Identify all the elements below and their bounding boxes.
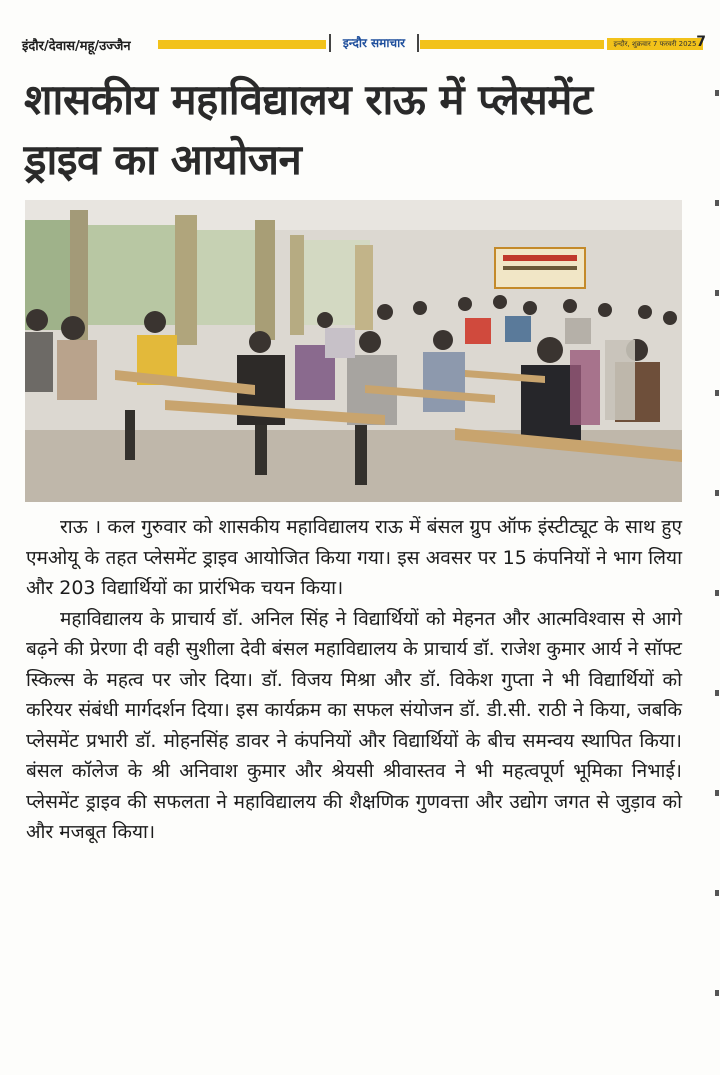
paragraph-1: राऊ । कल गुरुवार को शासकीय महाविद्यालय राऊ में बंसल ग्रुप ऑफ इंस्टीट्यूट के साथ हुए एमओयू के तहत प्लेसमेंट ड्राइव आयोजित किया गया। इस अवसर पर 15 कंपनियों ने भाग लिया और 203 विद्यार्थियों का प्रारंभिक चयन किया। xyxy=(26,516,682,599)
classroom-photo-illustration xyxy=(25,200,682,502)
masthead-rule-left xyxy=(158,40,326,49)
edition-label: इंदौर/देवास/महू/उज्जैन xyxy=(22,39,131,54)
headline-line-2: ड्राइव का आयोजन xyxy=(24,135,302,184)
page-edge-marks xyxy=(712,90,720,1070)
masthead xyxy=(22,34,712,56)
page-number: 7 xyxy=(696,34,706,50)
article-photo xyxy=(25,200,682,502)
article-body xyxy=(26,512,682,848)
article-headline xyxy=(24,70,694,190)
paper-name: इन्दौर समाचार xyxy=(329,34,419,52)
dateline: इन्दौर, शुक्रवार 7 फरवरी 2025 xyxy=(607,38,703,50)
masthead-rule-right xyxy=(420,40,604,49)
headline-line-1: शासकीय महाविद्यालय राऊ में प्लेसमेंट xyxy=(24,75,593,124)
paragraph-2: महाविद्यालय के प्राचार्य डॉ. अनिल सिंह ने विद्यार्थियों को मेहनत और आत्मविश्वास से आगे बढ़ने की प्रेरणा दी वही सुशीला देवी बंसल महाविद्यालय के प्राचार्य डॉ. राजेश कुमार आर्य ने सॉफ्ट स्किल्स के महत्व पर जोर दिया। डॉ. विजय मिश्रा और डॉ. विकेश गुप्ता ने भी विद्यार्थियों को करियर संबंधी मार्गदर्शन दिया। इस कार्यक्रम का सफल संयोजन डॉ. डी.सी. राठी ने किया, जबकि प्लेसमेंट प्रभारी डॉ. मोहनसिंह डावर ने कंपनियों और विद्यार्थियों के बीच समन्वय स्थापित किया। बंसल कॉलेज के श्री अनिवाश कुमार और श्रेयसी श्रीवास्तव ने भी महत्वपूर्ण भूमिका निभाई। प्लेसमेंट ड्राइव की सफलता ने महाविद्यालय की शैक्षणिक गुणवत्ता और उद्योग जगत से जुड़ाव को और मजबूत किया। xyxy=(26,607,682,843)
